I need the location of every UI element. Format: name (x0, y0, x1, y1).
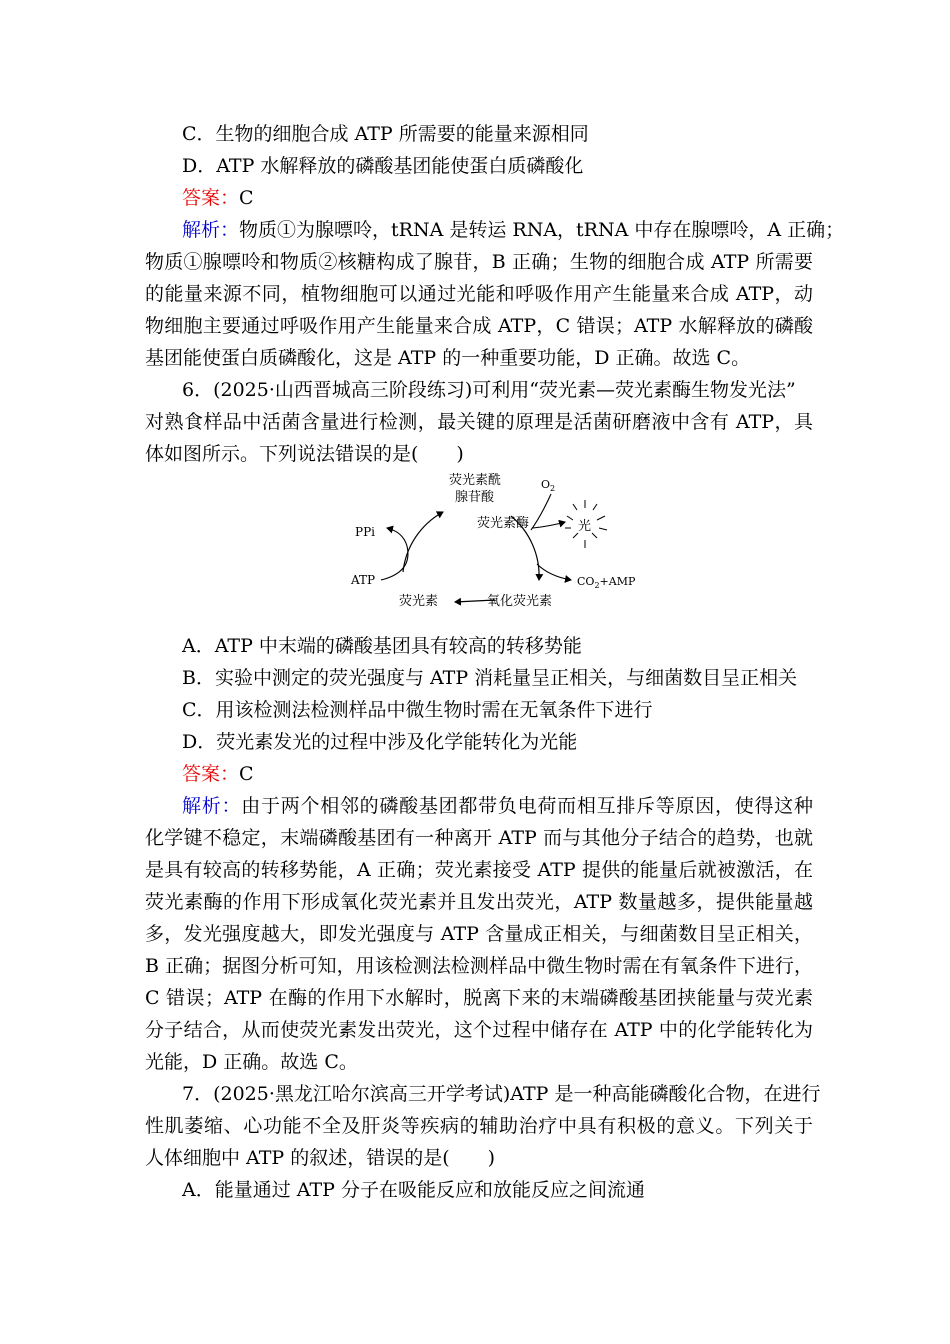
q6-analysis-line-4: 荧光素酶的作用下形成氧化荧光素并且发出荧光，ATP 数量越多，提供能量越 (145, 891, 813, 913)
q6-option-c: C．用该检测法检测样品中微生物时需在无氧条件下进行 (182, 699, 653, 721)
q6-analysis-line-5: 多，发光强度越大，即发光强度与 ATP 含量成正相关，与细菌数目呈正相关， (145, 923, 813, 945)
q6-analysis-line-8: 分子结合，从而使荧光素发出荧光，这个过程中储存在 ATP 中的化学能转化为 (145, 1019, 813, 1041)
q7-stem-line-1: 7．(2025·黑龙江哈尔滨高三开学考试)ATP 是一种高能磷酸化合物，在进行 (182, 1083, 821, 1105)
q6-analysis-line-9: 光能，D 正确。故选 C。 (145, 1051, 358, 1073)
q6-analysis-line-1 (182, 793, 813, 819)
luciferyl-adenylate-label-2: 腺苷酸 (455, 490, 495, 505)
light-arrow (533, 522, 565, 528)
q5-analysis-line-5: 基团能使蛋白质磷酸化，这是 ATP 的一种重要功能，D 正确。故选 C。 (145, 347, 751, 369)
analysis-text: 由于两个相邻的磷酸基团都带负电荷而相互排斥等原因，使得这种 (241, 795, 813, 817)
analysis-text: 物质①为腺嘌呤，tRNA 是转运 RNA，tRNA 中存在腺嘌呤，A 正确； (239, 219, 845, 241)
light-label: 光 (578, 519, 592, 534)
q5-answer (182, 185, 254, 211)
q6-answer (182, 761, 254, 787)
luciferin-label: 荧光素 (399, 594, 439, 609)
atp-label: ATP (351, 573, 376, 587)
q6-analysis-line-3: 是具有较高的转移势能，A 正确；荧光素接受 ATP 提供的能量后就被激活，在 (145, 859, 813, 881)
q7-option-a: A．能量通过 ATP 分子在吸能反应和放能反应之间流通 (182, 1179, 645, 1201)
q5-analysis-line-3: 的能量来源不同，植物细胞可以通过光能和呼吸作用产生能量来合成 ATP，动 (145, 283, 813, 305)
q5-analysis-line-2: 物质①腺嘌呤和物质②核糖构成了腺苷，B 正确；生物的细胞合成 ATP 所需要 (145, 251, 813, 273)
answer-label: 答案： (182, 763, 240, 785)
q6-option-d: D．荧光素发光的过程中涉及化学能转化为光能 (182, 731, 578, 753)
q5-option-d: D．ATP 水解释放的磷酸基团能使蛋白质磷酸化 (182, 155, 584, 177)
q6-analysis-line-7: C 错误；ATP 在酶的作用下水解时，脱离下来的末端磷酸基团挟能量与荧光素 (145, 987, 813, 1009)
q6-stem-line-1: 6．(2025·山西晋城高三阶段练习)可利用“荧光素—荧光素酶生物发光法” (182, 379, 796, 401)
q5-analysis-line-1 (182, 217, 845, 243)
co2-amp-branch (537, 564, 571, 580)
q6-analysis-line-6: B 正确；据图分析可知，用该检测法检测样品中微生物时需在有氧条件下进行， (145, 955, 813, 977)
q5-analysis-line-4: 物细胞主要通过呼吸作用产生能量来合成 ATP，C 错误；ATP 水解释放的磷酸 (145, 315, 813, 337)
answer-label: 答案： (182, 187, 240, 209)
atp-ppi-branch (381, 528, 408, 580)
q6-option-a: A．ATP 中末端的磷酸基团具有较高的转移势能 (182, 635, 582, 657)
q5-option-c: C．生物的细胞合成 ATP 所需要的能量来源相同 (182, 123, 589, 145)
q6-option-b: B．实验中测定的荧光强度与 ATP 消耗量呈正相关，与细菌数目呈正相关 (182, 667, 798, 689)
oxyluciferin-label: 氧化荧光素 (487, 594, 553, 609)
q6-stem-line-2: 对熟食样品中活菌含量进行检测，最关键的原理是活菌研磨液中含有 ATP，具 (145, 411, 813, 433)
o2-label: $O_2$ (541, 478, 556, 493)
answer-value: C (239, 187, 254, 209)
answer-value: C (239, 763, 254, 785)
luciferase-label: 荧光素酶 (477, 516, 530, 531)
cycle-arc-left (403, 512, 443, 572)
q7-stem-line-2: 性肌萎缩、心功能不全及肝炎等疾病的辅助治疗中具有积极的意义。下列关于 (145, 1115, 813, 1137)
luciferase-cycle-diagram (345, 468, 645, 616)
o2-branch (531, 494, 551, 530)
q6-analysis-line-2: 化学键不稳定，末端磷酸基团有一种离开 ATP 而与其他分子结合的趋势，也就 (145, 827, 813, 849)
q7-stem-line-3: 人体细胞中 ATP 的叙述，错误的是( ) (145, 1147, 496, 1169)
analysis-label: 解析： (182, 219, 240, 241)
analysis-label: 解析： (182, 795, 242, 817)
luciferyl-adenylate-label-1: 荧光素酰 (449, 473, 502, 488)
q6-stem-line-3: 体如图所示。下列说法错误的是( ) (145, 443, 464, 465)
co2-amp-label: $CO_2+AMP$ (577, 575, 636, 590)
ppi-label: PPi (355, 525, 375, 539)
